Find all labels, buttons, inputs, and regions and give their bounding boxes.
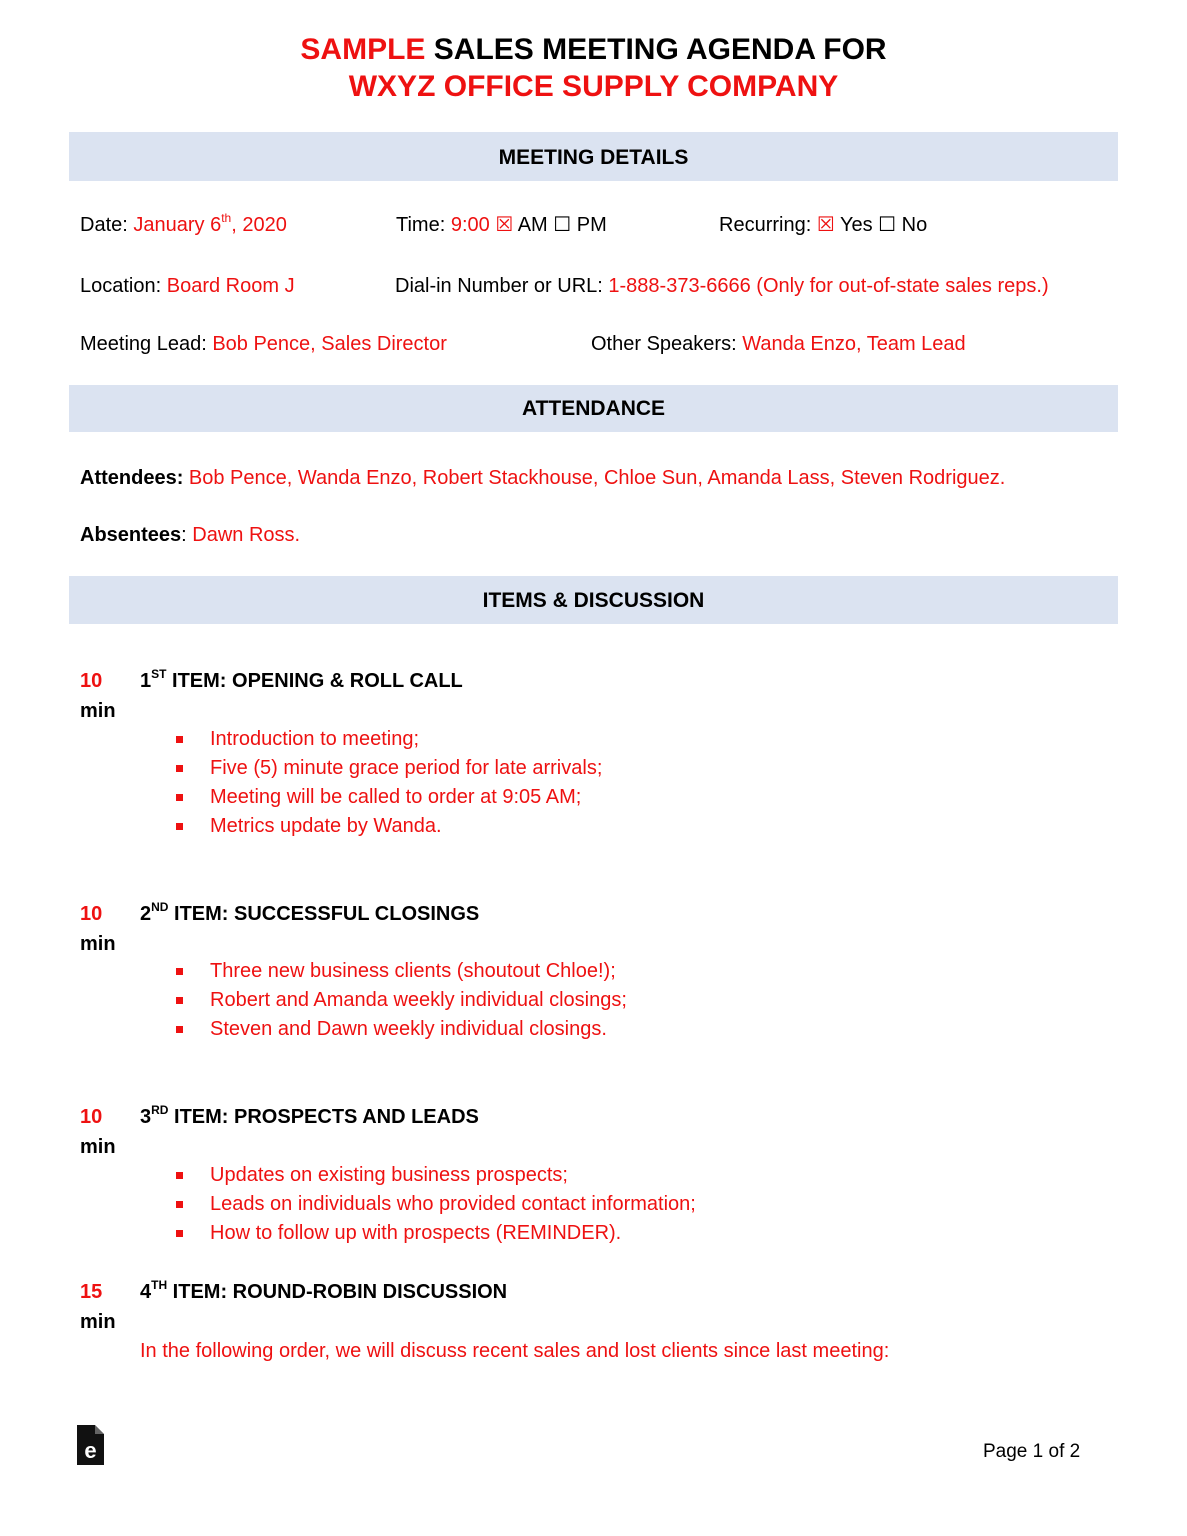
location-label: Location: bbox=[80, 275, 167, 297]
recurring-field bbox=[719, 213, 927, 237]
am-label: AM bbox=[513, 214, 554, 236]
bullet-square-icon bbox=[176, 736, 183, 743]
list-item: Introduction to meeting; bbox=[176, 725, 602, 754]
page-number: Page 1 of 2 bbox=[983, 1441, 1081, 1462]
list-item: Leads on individuals who provided contact information; bbox=[176, 1190, 696, 1219]
item-title: 4TH ITEM: ROUND-ROBIN DISCUSSION bbox=[140, 1278, 508, 1303]
section-header-meeting-details: MEETING DETAILS bbox=[69, 132, 1118, 181]
date-value: January 6th, 2020 bbox=[133, 211, 287, 236]
other-speakers-label: Other Speakers: bbox=[591, 333, 743, 355]
bullet-square-icon bbox=[176, 997, 183, 1004]
other-speakers-field bbox=[591, 332, 966, 356]
list-item: Three new business clients (shoutout Chloe!); bbox=[176, 957, 627, 986]
time-label: Time: bbox=[396, 214, 451, 236]
section-header-items-discussion: ITEMS & DISCUSSION bbox=[69, 576, 1118, 624]
item-bullet-list bbox=[176, 957, 627, 1044]
absentees-field: Absentees: Dawn Ross. bbox=[80, 524, 301, 546]
recurring-yes-label: Yes bbox=[834, 214, 879, 236]
item-title: 2ND ITEM: SUCCESSFUL CLOSINGS bbox=[140, 900, 480, 925]
location-field bbox=[80, 274, 295, 298]
list-item: Metrics update by Wanda. bbox=[176, 812, 602, 841]
section-header-attendance: ATTENDANCE bbox=[69, 385, 1118, 432]
item-duration: 10 min bbox=[80, 903, 116, 955]
title-sample-word: SAMPLE bbox=[300, 33, 426, 66]
absentees-label: Absentees bbox=[80, 524, 182, 546]
bullet-square-icon bbox=[176, 1230, 183, 1237]
am-checkbox-checked[interactable]: ☒ bbox=[495, 214, 514, 236]
item-title: 3RD ITEM: PROSPECTS AND LEADS bbox=[140, 1103, 479, 1128]
dialin-label: Dial-in Number or URL: bbox=[395, 275, 609, 297]
bullet-square-icon bbox=[176, 1026, 183, 1033]
time-field bbox=[396, 213, 607, 237]
meeting-lead-label: Meeting Lead: bbox=[80, 333, 213, 355]
attendees-value: Bob Pence, Wanda Enzo, Robert Stackhouse, Chloe Sun, Amanda Lass, Steven Rodriguez. bbox=[183, 467, 1006, 489]
time-value: 9:00 bbox=[450, 214, 490, 236]
pm-checkbox-unchecked[interactable]: ☐ bbox=[553, 214, 572, 236]
recurring-yes-checkbox-checked[interactable]: ☒ bbox=[816, 214, 835, 236]
item-duration: 10 min bbox=[80, 1106, 116, 1158]
absentees-value: Dawn Ross. bbox=[192, 524, 301, 546]
pm-label: PM bbox=[571, 214, 607, 236]
list-item: How to follow up with prospects (REMINDER). bbox=[176, 1219, 696, 1248]
meeting-lead-value: Bob Pence, Sales Director bbox=[212, 333, 447, 355]
recurring-no-label: No bbox=[896, 214, 928, 236]
attendees-field bbox=[80, 466, 1005, 490]
recurring-no-checkbox-unchecked[interactable]: ☐ bbox=[878, 214, 897, 236]
list-item: Updates on existing business prospects; bbox=[176, 1161, 696, 1190]
list-item: Robert and Amanda weekly individual closings; bbox=[176, 986, 627, 1015]
item-title: 1ST ITEM: OPENING & ROLL CALL bbox=[140, 667, 463, 692]
bullet-square-icon bbox=[176, 1201, 183, 1208]
dialin-field bbox=[395, 274, 1049, 298]
list-item: Meeting will be called to order at 9:05 AM; bbox=[176, 783, 602, 812]
title-main-text: SALES MEETING AGENDA FOR bbox=[433, 33, 887, 66]
eforms-logo-icon bbox=[77, 1425, 104, 1465]
meeting-lead-field bbox=[80, 332, 447, 356]
location-value: Board Room J bbox=[166, 275, 295, 297]
list-item: Five (5) minute grace period for late arrivals; bbox=[176, 754, 602, 783]
bullet-square-icon bbox=[176, 765, 183, 772]
item-bullet-list bbox=[176, 725, 602, 841]
document-title-line-1 bbox=[0, 32, 1187, 68]
document-title-line-2: WXYZ OFFICE SUPPLY COMPANY bbox=[348, 70, 839, 103]
item-duration: 10 min bbox=[80, 670, 116, 722]
recurring-label: Recurring: bbox=[719, 214, 817, 236]
list-item: Steven and Dawn weekly individual closings. bbox=[176, 1015, 627, 1044]
svg-text:e: e bbox=[84, 1438, 97, 1463]
date-label: Date: bbox=[80, 214, 134, 236]
item-bullet-list bbox=[176, 1161, 696, 1248]
attendees-label: Attendees: bbox=[80, 467, 184, 489]
bullet-square-icon bbox=[176, 1172, 183, 1179]
bullet-square-icon bbox=[176, 794, 183, 801]
bullet-square-icon bbox=[176, 968, 183, 975]
dialin-value: 1-888-373-6666 (Only for out-of-state sales reps.) bbox=[608, 275, 1049, 297]
date-field bbox=[80, 213, 287, 237]
item-duration: 15 min bbox=[80, 1281, 116, 1333]
item-note: In the following order, we will discuss recent sales and lost clients since last meeting: bbox=[140, 1340, 890, 1362]
bullet-square-icon bbox=[176, 823, 183, 830]
other-speakers-value: Wanda Enzo, Team Lead bbox=[742, 333, 966, 355]
